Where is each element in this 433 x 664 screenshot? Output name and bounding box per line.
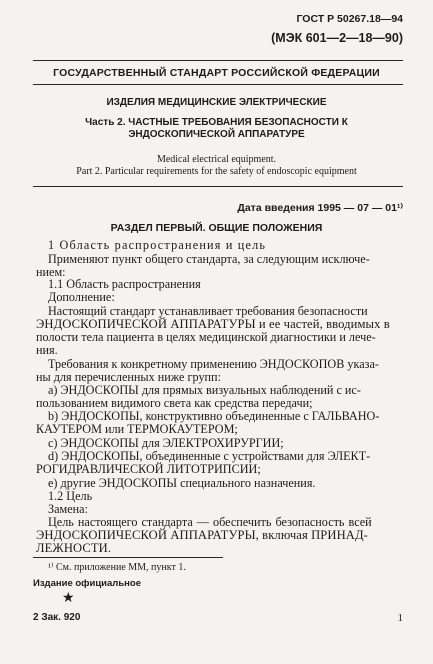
footnote-rule [33, 557, 223, 558]
list-item-continued: пользованием видимого света как средства передачи; [36, 396, 313, 410]
english-title-line-1: Medical electrical equipment. [156, 154, 277, 165]
body-line: Дополнение: [48, 290, 115, 304]
part-title-line-2: ЭНДОСКОПИЧЕСКОЙ АППАРАТУРЕ [128, 129, 305, 140]
body-line: Требования к конкретному применению ЭНДОСКОПОВ указа- [48, 357, 379, 371]
introduction-date: Дата введения 1995 — 07 — 01¹⁾ [237, 202, 403, 214]
body-line: ния. [36, 343, 58, 357]
body-line: Применяют пункт общего стандарта, за следующим исключе- [48, 252, 370, 266]
body-line: ЭНДОСКОПИЧЕСКОЙ АППАРАТУРЫ, включая ПРИНАД- [36, 528, 368, 542]
body-line: Замена: [48, 502, 88, 516]
body-line: ны для перечисленных ниже групп: [36, 370, 221, 384]
list-item-continued: КАУТЕРОМ или ТЕРМОКАУТЕРОМ; [36, 422, 238, 436]
order-number: 2 Зак. 920 [33, 612, 81, 623]
list-item: а) ЭНДОСКОПЫ для прямых визуальных наблюдений с ис- [48, 383, 361, 397]
part-title-line-1: Часть 2. ЧАСТНЫЕ ТРЕБОВАНИЯ БЕЗОПАСНОСТИ К [85, 117, 348, 128]
body-line: нием: [36, 265, 66, 279]
star-icon: ★ [62, 591, 75, 606]
body-line: ЛЕЖНОСТИ. [36, 541, 112, 555]
page-number: 1 [397, 612, 403, 624]
gost-number: ГОСТ Р 50267.18—94 [296, 13, 403, 25]
body-line: Настоящий стандарт устанавливает требования безопасности [48, 304, 368, 318]
subclause-heading: 1.1 Область распространения [48, 277, 201, 291]
section-title: РАЗДЕЛ ПЕРВЫЙ. ОБЩИЕ ПОЛОЖЕНИЯ [110, 222, 323, 234]
top-rule [33, 60, 403, 61]
footnote: ¹⁾ См. приложение ММ, пункт 1. [48, 562, 186, 573]
list-item: b) ЭНДОСКОПЫ, конструктивно объединенные с ГАЛЬВАНО- [48, 409, 380, 423]
english-title-line-2: Part 2. Particular requirements for the safety of endoscopic equipment [76, 166, 357, 177]
list-item: c) ЭНДОСКОПЫ для ЭЛЕКТРОХИРУРГИИ; [48, 436, 284, 450]
clause-heading: 1 Область распространения и цель [48, 238, 267, 252]
iec-number: (МЭК 601—2—18—90) [271, 31, 403, 45]
standard-type: ГОСУДАРСТВЕННЫЙ СТАНДАРТ РОССИЙСКОЙ ФЕДЕРАЦИИ [53, 67, 380, 79]
list-item: d) ЭНДОСКОПЫ, объединенные с устройствами для ЭЛЕКТ- [48, 449, 371, 463]
list-item-continued: РОГИДРАВЛИЧЕСКОЙ ЛИТОТРИПСИИ; [36, 462, 261, 476]
body-line: Цель настоящего стандарта — обеспечить безопасность всей [48, 515, 372, 529]
date-rule [33, 186, 403, 187]
list-item: e) другие ЭНДОСКОПЫ специального назначения. [48, 476, 316, 490]
body-line: полости тела пациента в целях медицинской диагностики и лече- [36, 330, 376, 344]
title-rule [33, 84, 403, 85]
official-edition-label: Издание официальное [33, 578, 141, 589]
subclause-heading: 1.2 Цель [48, 489, 93, 503]
body-line: ЭНДОСКОПИЧЕСКОЙ АППАРАТУРЫ и ее частей, вводимых в [36, 317, 390, 331]
main-title: ИЗДЕЛИЯ МЕДИЦИНСКИЕ ЭЛЕКТРИЧЕСКИЕ [106, 97, 327, 108]
